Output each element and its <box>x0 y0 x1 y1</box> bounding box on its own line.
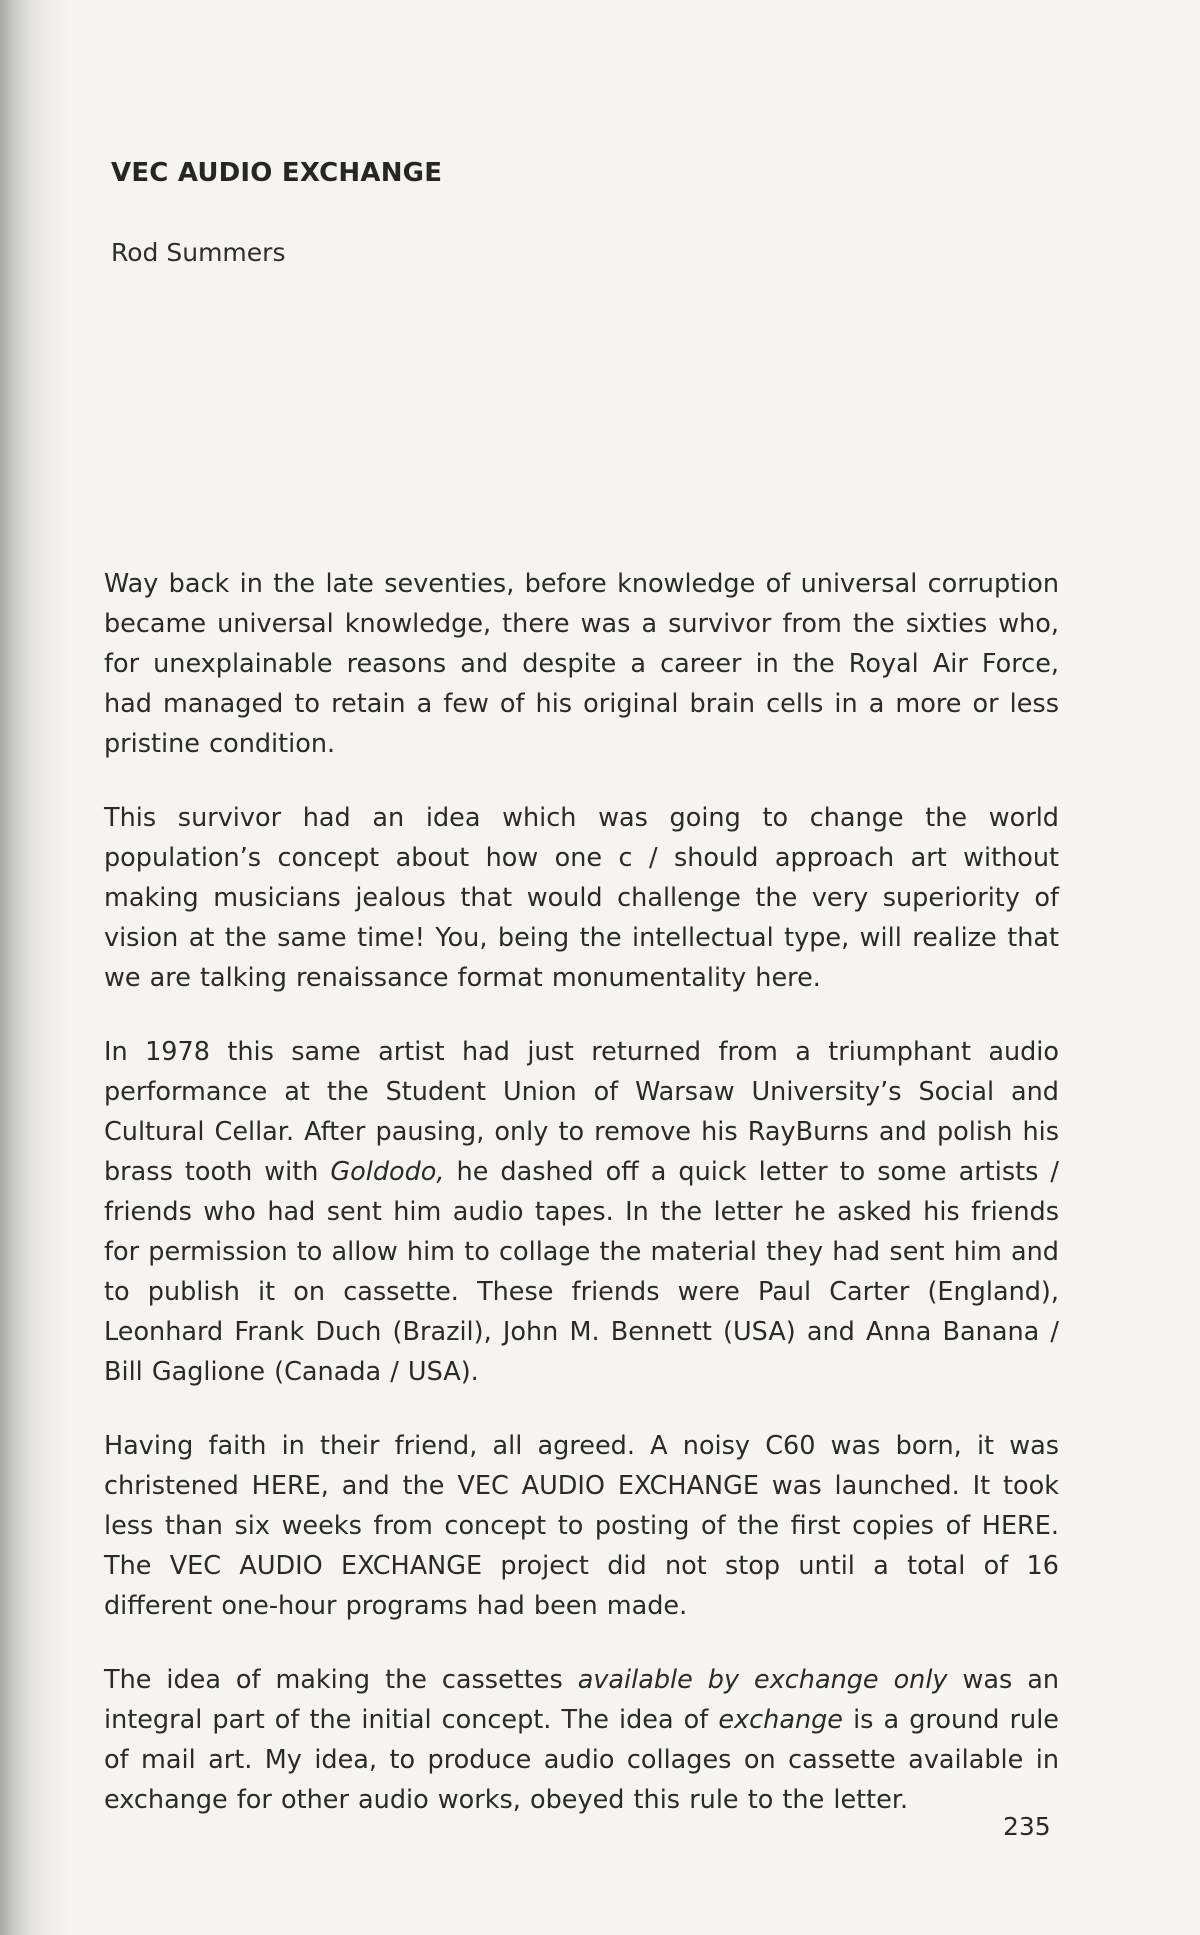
paragraph-5-part-a: The idea of making the cassettes <box>104 1665 578 1695</box>
paragraph-5-part-c: is a ground rule of mail art. My idea, to produce audio collages on cassette available in exchange for other audio works, obeyed this rule to the letter. <box>104 1705 1059 1815</box>
paragraph-5-part-b: was an integral part of the initial concept. The idea of <box>104 1665 1059 1735</box>
paragraph-4: Having faith in their friend, all agreed. A noisy C60 was born, it was christened HERE, and the VEC AUDIO EXCHANGE was launched. It took less than six weeks from concept to posting of the first copies of HERE. The VEC AUDIO EXCHANGE project did not stop until a total of 16 different one-hour programs had been made. <box>104 1431 1059 1621</box>
page-number: 235 <box>1003 1812 1051 1841</box>
paragraph-3-part-b: he dashed off a quick letter to some artists / friends who had sent him audio tapes. In the letter he asked his friends for permission to allow him to collage the material they had sent him and to publish it on cassette. These friends were Paul Carter (England), Leonhard Frank Duch (Brazil), John M. Bennett (USA) and Anna Banana / Bill Gaglione (Canada / USA). <box>104 1157 1059 1387</box>
paragraph-5 <box>104 1660 1059 1820</box>
paragraph-5-italic-2: exchange <box>718 1705 843 1735</box>
author-name: Rod Summers <box>111 238 286 267</box>
paragraph-5-italic-1: available by exchange only <box>577 1665 948 1695</box>
paragraph-2: This survivor had an idea which was going to change the world population’s concept about how one c / should approach art without making musicians jealous that would challenge the very superiority of vision at the same time! You, being the intellectual type, will realize that we are talking renaissance format monumentality here. <box>104 803 1059 993</box>
paragraph-3 <box>104 1032 1059 1392</box>
paragraph-3-part-a: In 1978 this same artist had just returned from a triumphant audio performance at the Student Union of Warsaw University’s Social and Cultural Cellar. After pausing, only to remove his RayBurns and polish his brass tooth with <box>104 1037 1059 1187</box>
body-text <box>104 564 1059 1854</box>
paragraph-3-italic: Goldodo, <box>330 1157 445 1187</box>
paragraph-1: Way back in the late seventies, before knowledge of universal corruption became universal knowledge, there was a survivor from the sixties who, for unexplainable reasons and despite a career in the Royal Air Force, had managed to retain a few of his original brain cells in a more or less pristine condition. <box>104 569 1059 759</box>
chapter-title: VEC AUDIO EXCHANGE <box>111 158 443 188</box>
